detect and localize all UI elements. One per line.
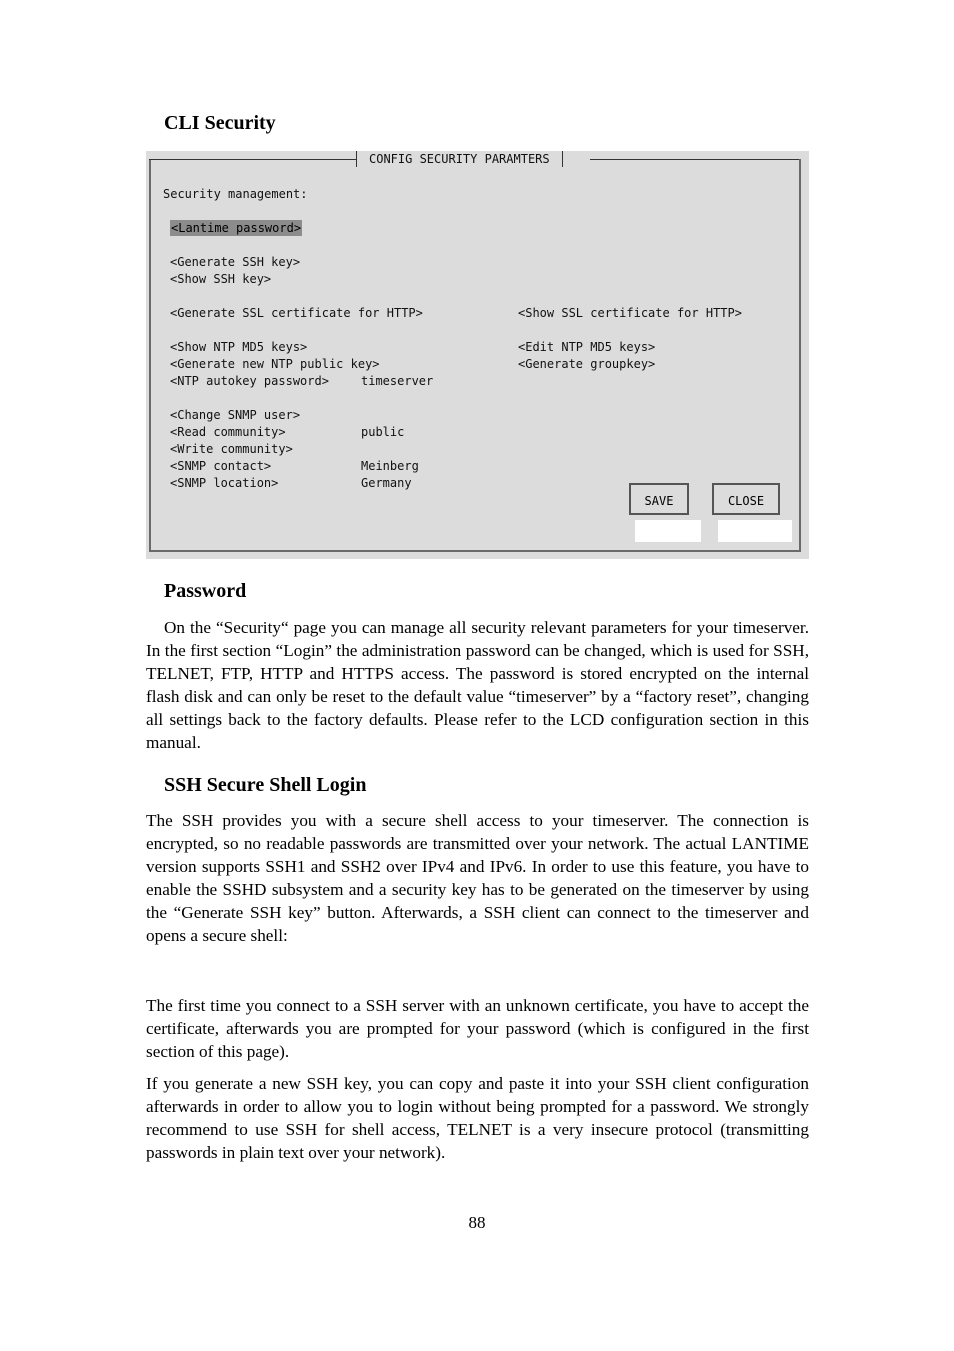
paragraph-first-time: The first time you connect to a SSH server with an unknown certificate, you have to accept the certificate, afterwards you are prompted for your password (which is configured in the first section of this page). xyxy=(146,996,809,1061)
ntp-autokey-password-item[interactable]: <NTP autokey password> xyxy=(170,374,329,388)
terminal-border-line xyxy=(149,159,356,160)
ntp-autokey-password-value: timeserver xyxy=(361,374,434,388)
edit-ntp-md5-keys-item[interactable]: <Edit NTP MD5 keys> xyxy=(518,340,656,354)
heading-ssh: SSH Secure Shell Login xyxy=(164,774,367,796)
lantime-password-item[interactable]: <Lantime password> xyxy=(171,221,302,235)
snmp-contact-value: Meinberg xyxy=(361,459,419,473)
show-ssh-key-item[interactable]: <Show SSH key> xyxy=(170,272,272,286)
terminal-frame xyxy=(149,159,801,552)
save-button[interactable]: SAVE xyxy=(629,483,689,515)
write-community-item[interactable]: <Write community> xyxy=(170,442,293,456)
heading-password: Password xyxy=(164,580,247,602)
security-management-label: Security management: xyxy=(163,187,308,201)
snmp-location-value: Germany xyxy=(361,476,412,490)
heading-cli-security: CLI Security xyxy=(164,112,276,134)
decorative-shadow xyxy=(635,520,701,542)
snmp-location-item[interactable]: <SNMP location> xyxy=(170,476,279,490)
paragraph-password: On the “Security“ page you can manage all security relevant parameters for your timeserver. In the first section “Login” the administration password can be changed, which is used for SSH, TELNET, FTP, HTTP and HTTPS access. The password is stored encrypted on the internal flash disk and can only be reset to the default value “timeserver” by a “factory reset”, changing all settings back to the factory defaults. Please refer to the LCD configuration section in this manual. xyxy=(146,618,809,752)
generate-ntp-public-key-item[interactable]: <Generate new NTP public key> xyxy=(170,357,380,371)
terminal-border-line xyxy=(590,159,799,160)
paragraph-generate-key: If you generate a new SSH key, you can copy and paste it into your SSH client configuration afterwards in order to allow you to login without being prompted for a password. We strongly recommend to use SSH for shell access, TELNET is a very insecure protocol (transmitting passwords in plain text over your network). xyxy=(146,1074,809,1162)
read-community-item[interactable]: <Read community> xyxy=(170,425,286,439)
decorative-shadow xyxy=(718,520,792,542)
generate-groupkey-item[interactable]: <Generate groupkey> xyxy=(518,357,656,371)
read-community-value: public xyxy=(361,425,405,439)
page-number: 88 xyxy=(468,1213,486,1232)
terminal-title: CONFIG SECURITY PARAMTERS xyxy=(356,151,563,167)
show-ssl-certificate-item[interactable]: <Show SSL certificate for HTTP> xyxy=(518,306,742,320)
generate-ssl-certificate-item[interactable]: <Generate SSL certificate for HTTP> xyxy=(170,306,423,320)
close-button[interactable]: CLOSE xyxy=(712,483,780,515)
generate-ssh-key-item[interactable]: <Generate SSH key> xyxy=(170,255,301,269)
terminal-screenshot xyxy=(146,151,809,559)
paragraph-ssh-intro: The SSH provides you with a secure shell access to your timeserver. The connection is encrypted, so no readable passwords are transmitted over your network. The actual LANTIME version supports SSH1 and SSH2 over IPv4 and IPv6. In order to use this feature, you have to enable the SSHD subsystem and a security key has to be generated on the timeserver by using the “Generate SSH key” button. Afterwards, a SSH client can connect to the timeserver and opens a secure shell: xyxy=(146,811,809,945)
show-ntp-md5-keys-item[interactable]: <Show NTP MD5 keys> xyxy=(170,340,308,354)
change-snmp-user-item[interactable]: <Change SNMP user> xyxy=(170,408,301,422)
snmp-contact-item[interactable]: <SNMP contact> xyxy=(170,459,272,473)
